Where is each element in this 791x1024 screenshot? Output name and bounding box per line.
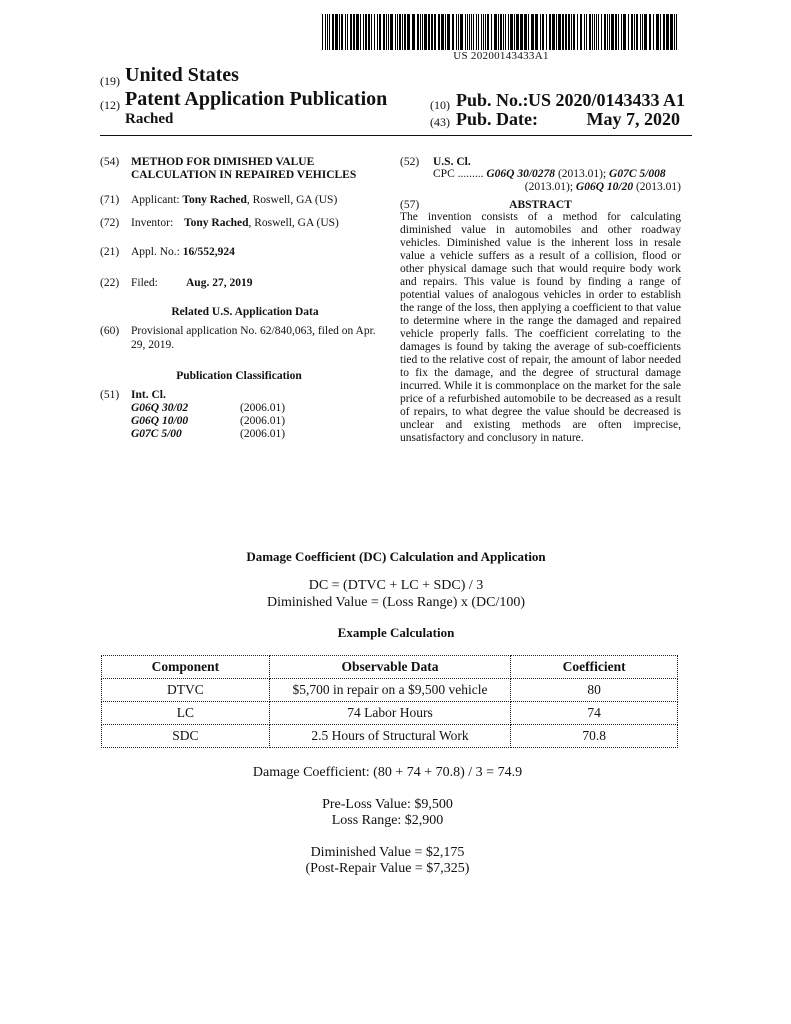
cpc-line-2 <box>400 180 681 194</box>
us-cl-label: U.S. Cl. <box>433 156 471 168</box>
inid-71: (71) <box>100 194 120 206</box>
related-data-heading: Related U.S. Application Data <box>171 306 319 318</box>
diminished-value: Diminished Value = $2,175 <box>310 845 465 860</box>
int-cl-code: G07C 5/00 <box>131 428 182 440</box>
column-header: Component <box>102 656 270 679</box>
column-header: Observable Data <box>269 656 511 679</box>
cpc-year: (2013.01) <box>635 181 681 193</box>
inid-72: (72) <box>100 217 120 229</box>
table-row <box>102 679 678 702</box>
filed-date: Aug. 27, 2019 <box>186 277 253 289</box>
applicant-location: , Roswell, GA (US) <box>246 194 338 206</box>
cpc-line-1 <box>433 167 666 181</box>
inid-60: (60) <box>100 325 120 337</box>
cpc-code: G06Q 30/0278 <box>486 168 556 180</box>
calculation-table <box>101 655 678 748</box>
inid-22: (22) <box>100 277 120 289</box>
appl-line <box>131 245 235 259</box>
table-cell: 74 <box>511 702 678 725</box>
inid-19: (19) <box>100 74 120 88</box>
inventor-name: Tony Rached <box>184 217 249 229</box>
diminished-value-formula: Diminished Value = (Loss Range) x (DC/100) <box>266 595 526 610</box>
pub-date: May 7, 2020 <box>586 109 680 129</box>
pre-loss-value: Pre-Loss Value: $9,500 <box>322 797 453 812</box>
table-cell: 70.8 <box>511 725 678 748</box>
inid-57: (57) <box>400 199 420 211</box>
first-inventor: Rached <box>125 111 174 127</box>
cpc-code: G06Q 10/20 <box>575 181 634 193</box>
inid-52: (52) <box>400 156 420 168</box>
int-cl-code: G06Q 10/00 <box>131 415 189 427</box>
int-cl-year: (2006.01) <box>240 415 286 427</box>
int-cl-code: G06Q 30/02 <box>131 402 189 414</box>
barcode-number: US 20200143433A1 <box>453 50 549 62</box>
inid-12: (12) <box>100 98 120 112</box>
pub-no: US 2020/0143433 A1 <box>528 90 686 110</box>
title-line-1: METHOD FOR DIMISHED VALUE <box>131 156 315 168</box>
cpc-label: CPC ......... <box>433 168 484 180</box>
example-title: Example Calculation <box>337 625 455 640</box>
int-cl-year: (2006.01) <box>240 428 286 440</box>
table-cell: DTVC <box>102 679 270 702</box>
inid-51: (51) <box>100 389 120 401</box>
country-name: United States <box>125 64 239 86</box>
table-cell: 80 <box>511 679 678 702</box>
inventor-location: , Roswell, GA (US) <box>248 217 339 229</box>
inventor-line <box>131 216 339 230</box>
barcode-image <box>322 14 680 50</box>
cpc-code: G07C 5/008 <box>609 168 666 180</box>
inid-10: (10) <box>430 98 450 112</box>
post-repair-value: (Post-Repair Value = $7,325) <box>305 861 470 876</box>
inid-21: (21) <box>100 246 120 258</box>
column-header: Coefficient <box>511 656 678 679</box>
appl-number: 16/552,924 <box>182 246 235 258</box>
abstract-body: The invention consists of a method for calculating diminished value in automobiles and other roadway vehicles. Diminished value is the inherent loss in resale value a vehicle suffers as a result of a collision, flood or other physical damage such that would require body work and repairs. This value is found by finding a range of potential values of analogous vehicles in order to establish the range of the loss, then applying a coefficient to that value to determine where in the range the damaged and repaired vehicle properly falls. The coefficient correlating to the damages is found by taking the average of sub-coefficients tied to the relative cost of repair, the amount of labor needed to fix the damage, and the degree of structural damage incurred. While it is commonplace on the market for the sale price of a refurbished automobile to be decreased as a result of repairs, to what degree the value should be decreased is unclear and existing methods are often imprecise, unsatisfactory and conclusory in nature. <box>400 211 681 444</box>
title-line-2: CALCULATION IN REPAIRED VEHICLES <box>131 169 357 181</box>
filed-label: Filed: <box>131 277 158 289</box>
inid-43: (43) <box>430 115 450 129</box>
provisional-line-1: Provisional application No. 62/840,063, filed on Apr. <box>131 325 376 337</box>
table-row <box>102 725 678 748</box>
table-header-row <box>102 656 678 679</box>
int-cl-label: Int. Cl. <box>131 389 166 401</box>
table-cell: 74 Labor Hours <box>269 702 511 725</box>
header-rule <box>100 135 692 136</box>
pub-classification-heading: Publication Classification <box>176 370 302 382</box>
abstract-heading: ABSTRACT <box>509 199 572 211</box>
table-cell: $5,700 in repair on a $9,500 vehicle <box>269 679 511 702</box>
table-cell: 2.5 Hours of Structural Work <box>269 725 511 748</box>
dc-result: Damage Coefficient: (80 + 74 + 70.8) / 3 = 74.9 <box>252 765 523 780</box>
inventor-label: Inventor: <box>131 217 174 229</box>
dc-formula: DC = (DTVC + LC + SDC) / 3 <box>308 578 484 593</box>
cpc-year: (2013.01); <box>524 181 574 193</box>
loss-range: Loss Range: $2,900 <box>331 813 444 828</box>
pub-no-label: Pub. No.: <box>456 90 529 110</box>
applicant-line <box>131 193 337 207</box>
applicant-label: Applicant: <box>131 194 180 206</box>
int-cl-year: (2006.01) <box>240 402 286 414</box>
figure-title: Damage Coefficient (DC) Calculation and Application <box>246 549 546 564</box>
pub-date-label: Pub. Date: <box>456 109 538 129</box>
applicant-name: Tony Rached <box>182 194 247 206</box>
cpc-year: (2013.01); <box>557 168 607 180</box>
inid-54: (54) <box>100 156 120 168</box>
table-cell: SDC <box>102 725 270 748</box>
document-type: Patent Application Publication <box>125 88 388 110</box>
provisional-line-2: 29, 2019. <box>131 339 175 351</box>
table-row <box>102 702 678 725</box>
table-cell: LC <box>102 702 270 725</box>
appl-label: Appl. No.: <box>131 246 180 258</box>
